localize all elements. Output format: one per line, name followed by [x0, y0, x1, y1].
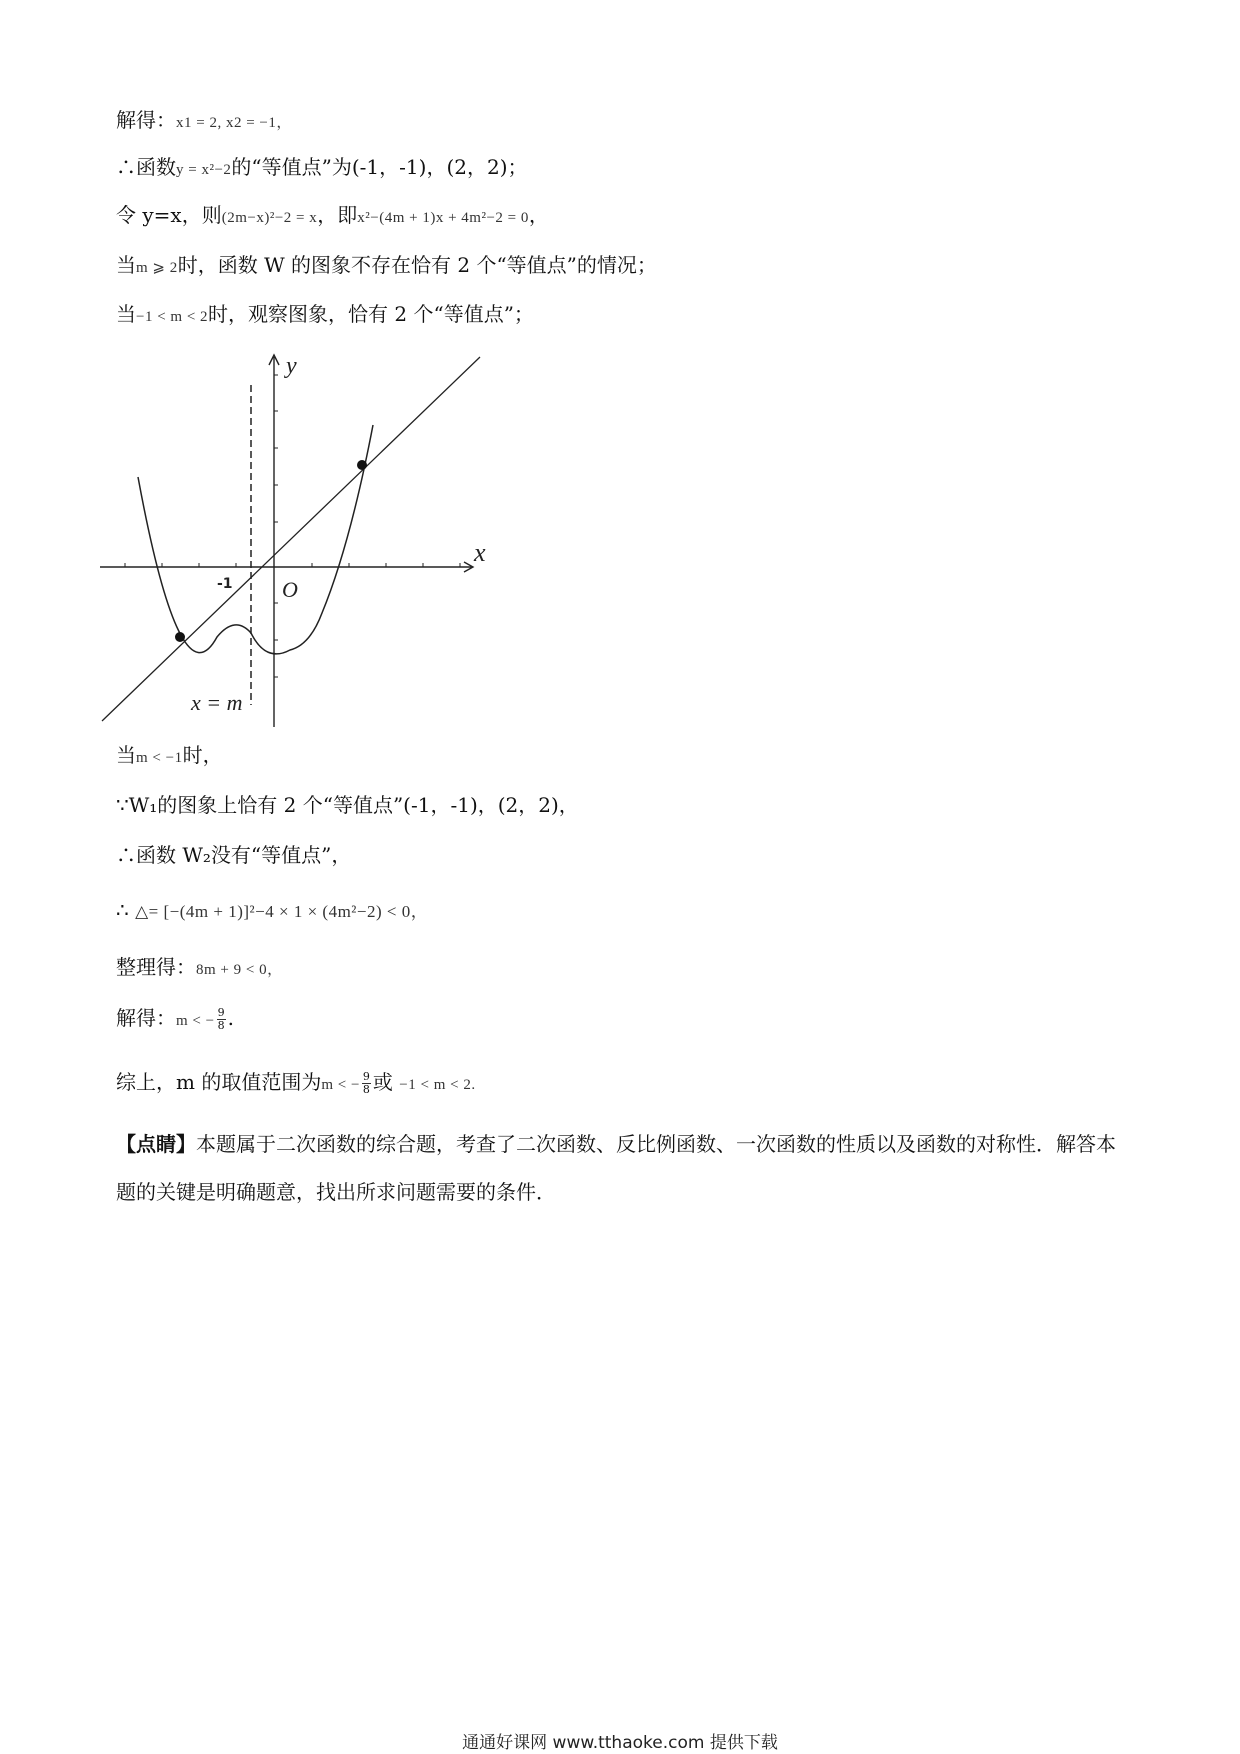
- text: 的“等值点”为(-1，-1)，(2，2)；: [231, 155, 528, 179]
- math-expression: m < −: [176, 1013, 215, 1029]
- fraction: [217, 1007, 226, 1032]
- text: ∴函数 W₂没有“等值点”，: [116, 843, 352, 867]
- fraction-denominator: 8: [362, 1083, 370, 1096]
- text: ，: [528, 203, 549, 227]
- equal-value-point-right: [357, 460, 367, 470]
- key-point-note: [116, 1120, 1126, 1216]
- text: 解得：: [116, 108, 176, 132]
- fraction: [362, 1071, 371, 1096]
- solution-line-2: [116, 155, 528, 182]
- note-tag: 【点睛】: [116, 1132, 196, 1156]
- math-expression: −1 < m < 2.: [399, 1077, 476, 1093]
- x-axis-label: x: [474, 538, 486, 567]
- math-expression: m < −: [321, 1077, 360, 1093]
- solution-line-11: [116, 1006, 234, 1033]
- math-expression: m < −1: [136, 750, 183, 766]
- math-expression: △= [−(4m + 1)]²−4 × 1 × (4m²−2) < 0，: [135, 902, 429, 921]
- text: 或: [372, 1070, 393, 1094]
- solution-line-3: [116, 203, 549, 230]
- text: 当: [116, 253, 136, 277]
- text: 当: [116, 743, 136, 767]
- text: 时，函数 W 的图象不存在恰有 2 个“等值点”的情况；: [177, 253, 657, 277]
- text: 解得：: [116, 1006, 176, 1030]
- text: 令 y=x，则: [116, 203, 222, 227]
- line-y-equals-x: [102, 357, 480, 721]
- text: ∵W₁的图象上恰有 2 个“等值点”(-1，-1)，(2，2)，: [116, 793, 579, 817]
- right-parabola-branch: [251, 425, 373, 654]
- page-footer: 通通好课网 www.tthaoke.com 提供下载: [462, 1733, 778, 1753]
- text: 综上，m 的取值范围为: [116, 1070, 322, 1094]
- solution-line-10: [116, 955, 283, 982]
- solution-line-7: [116, 793, 579, 817]
- math-expression: m ⩾ 2: [136, 260, 178, 276]
- function-graph: [100, 345, 490, 730]
- math-expression: x1 = 2, x2 = −1，: [176, 115, 292, 131]
- equal-value-point-left: [175, 632, 185, 642]
- math-expression: x²−(4m + 1)x + 4m²−2 = 0: [357, 210, 529, 226]
- text: 时，观察图象，恰有 2 个“等值点”；: [208, 302, 534, 326]
- tick-label-neg1: -1: [217, 576, 233, 592]
- note-text: 本题属于二次函数的综合题，考查了二次函数、反比例函数、一次函数的性质以及函数的对称性．解答本题的关键是明确题意，找出所求问题需要的条件．: [116, 1132, 1116, 1204]
- math-expression: (2m−x)²−2 = x: [221, 210, 318, 226]
- text: 时，: [182, 743, 223, 767]
- fraction-numerator: 9: [217, 1006, 225, 1019]
- left-parabola-branch: [138, 477, 251, 653]
- solution-line-4: [116, 253, 657, 280]
- math-expression: y = x²−2: [176, 162, 232, 178]
- text: 当: [116, 302, 136, 326]
- axis-ticks: [125, 375, 460, 677]
- origin-label: O: [282, 577, 298, 602]
- solution-line-9: [116, 898, 428, 924]
- solution-line-5: [116, 302, 534, 329]
- solution-line-6: [116, 743, 223, 770]
- text: ，即: [317, 203, 358, 227]
- text: 整理得：: [116, 955, 196, 979]
- line-label-x-equals-m: x = m: [191, 690, 243, 715]
- y-axis-label: y: [286, 353, 297, 379]
- math-expression: 8m + 9 < 0，: [196, 962, 283, 978]
- text: ∴: [116, 898, 129, 922]
- solution-line-1: [116, 108, 292, 135]
- solution-line-12: [116, 1070, 476, 1097]
- fraction-numerator: 9: [362, 1070, 370, 1083]
- solution-line-8: [116, 843, 351, 867]
- text: ∴函数: [116, 155, 176, 179]
- math-expression: −1 < m < 2: [136, 309, 209, 325]
- fraction-denominator: 8: [217, 1019, 225, 1032]
- text: .: [227, 1006, 234, 1030]
